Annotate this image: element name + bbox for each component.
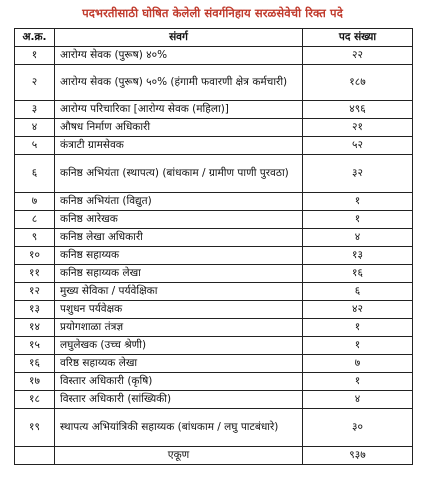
row-sr: ११ — [15, 265, 55, 283]
row-category: औषध निर्माण अधिकारी — [55, 119, 303, 137]
row-count: ६ — [303, 283, 413, 301]
row-category: प्रयोगशाळा तंत्रज्ञ — [55, 319, 303, 337]
row-count: ४ — [303, 391, 413, 409]
row-sr: १४ — [15, 319, 55, 337]
row-sr: ८ — [15, 211, 55, 229]
row-count: ४९६ — [303, 101, 413, 119]
page-title: पदभरतीसाठी घोषित केलेली संवर्गनिहाय सरळसेवेची रिक्त पदे — [82, 6, 343, 20]
row-category: लघुलेखक (उच्च श्रेणी) — [55, 337, 303, 355]
table-row — [15, 265, 413, 283]
row-category: आरोग्य सेवक (पुरूष) ४०% — [55, 47, 303, 65]
table-row — [15, 355, 413, 373]
row-count: १३ — [303, 247, 413, 265]
row-sr: ३ — [15, 101, 55, 119]
row-count: १ — [303, 337, 413, 355]
row-sr: १५ — [15, 337, 55, 355]
row-count: १६ — [303, 265, 413, 283]
row-category: विस्तार अधिकारी (कृषि) — [55, 373, 303, 391]
row-count: ४ — [303, 229, 413, 247]
row-sr: ६ — [15, 155, 55, 193]
table-row — [15, 47, 413, 65]
row-category: मुख्य सेविका / पर्यवेक्षिका — [55, 283, 303, 301]
table-row — [15, 319, 413, 337]
row-category: कनिष्ठ आरेखक — [55, 211, 303, 229]
row-category: कनिष्ठ सहाय्यक लेखा — [55, 265, 303, 283]
table-row — [15, 155, 413, 193]
table-row — [15, 65, 413, 101]
row-count: ३२ — [303, 155, 413, 193]
row-sr: १६ — [15, 355, 55, 373]
row-category: वरिष्ठ सहाय्यक लेखा — [55, 355, 303, 373]
column-header-sr: अ.क्र. — [15, 29, 55, 47]
row-category: कनिष्ठ सहाय्यक — [55, 247, 303, 265]
table-row — [15, 229, 413, 247]
table-row — [15, 211, 413, 229]
row-category: आरोग्य परिचारिका [आरोग्य सेवक (महिला)] — [55, 101, 303, 119]
row-sr: १८ — [15, 391, 55, 409]
total-sr-blank — [15, 447, 55, 465]
row-category: स्थापत्य अभियांत्रिकी सहाय्यक (बांधकाम / लघु पाटबंधारे) — [55, 409, 303, 447]
column-header-category: संवर्ग — [55, 29, 303, 47]
table-row — [15, 283, 413, 301]
column-header-count: पद संख्या — [303, 29, 413, 47]
row-category: कनिष्ठ अभियंता (स्थापत्य) (बांधकाम / ग्रामीण पाणी पुरवठा) — [55, 155, 303, 193]
row-count: १ — [303, 319, 413, 337]
table-row — [15, 137, 413, 155]
row-count: २२ — [303, 47, 413, 65]
total-label: एकूण — [55, 447, 303, 465]
row-count: ३० — [303, 409, 413, 447]
row-count: १ — [303, 193, 413, 211]
row-category: आरोग्य सेवक (पुरूष) ५०% (हंगामी फवारणी क्षेत्र कर्मचारी) — [55, 65, 303, 101]
row-count: १८७ — [303, 65, 413, 101]
table-row — [15, 247, 413, 265]
table-row — [15, 301, 413, 319]
row-category: कनिष्ठ लेखा अधिकारी — [55, 229, 303, 247]
row-sr: १७ — [15, 373, 55, 391]
row-category: पशुधन पर्यवेक्षक — [55, 301, 303, 319]
row-sr: १९ — [15, 409, 55, 447]
vacancy-table — [14, 28, 413, 465]
table-row — [15, 409, 413, 447]
row-category: कंत्राटी ग्रामसेवक — [55, 137, 303, 155]
row-count: १ — [303, 211, 413, 229]
row-sr: २ — [15, 65, 55, 101]
table-row — [15, 101, 413, 119]
row-sr: ४ — [15, 119, 55, 137]
total-count: ९३७ — [303, 447, 413, 465]
row-count: १ — [303, 373, 413, 391]
row-count: ५२ — [303, 137, 413, 155]
row-sr: ५ — [15, 137, 55, 155]
row-category: कनिष्ठ अभियंता (विद्युत) — [55, 193, 303, 211]
table-row — [15, 193, 413, 211]
total-row — [15, 447, 413, 465]
row-sr: ९ — [15, 229, 55, 247]
table-row — [15, 373, 413, 391]
row-category: विस्तार अधिकारी (सांख्यिकी) — [55, 391, 303, 409]
table-row — [15, 391, 413, 409]
table-row — [15, 119, 413, 137]
row-count: ४२ — [303, 301, 413, 319]
row-count: ७ — [303, 355, 413, 373]
table-header-row — [15, 29, 413, 47]
row-sr: १ — [15, 47, 55, 65]
row-sr: १३ — [15, 301, 55, 319]
row-count: २१ — [303, 119, 413, 137]
table-row — [15, 337, 413, 355]
row-sr: १० — [15, 247, 55, 265]
row-sr: १२ — [15, 283, 55, 301]
row-sr: ७ — [15, 193, 55, 211]
